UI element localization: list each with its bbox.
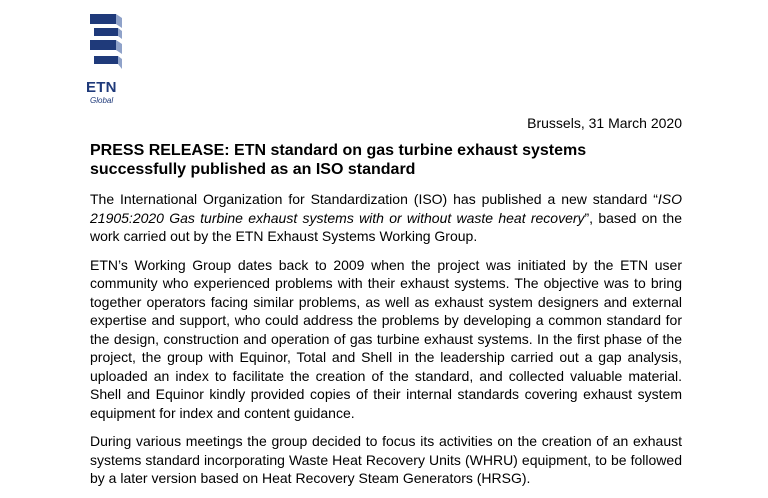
etn-logo [86,12,130,105]
paragraph-1-tail: ”, based on the work carried out by the ETN Exhaust Systems Working Group. [90,209,682,244]
standard-name: ISO 21905:2020 Gas turbine exhaust systems with or without waste heat recovery [90,191,682,226]
etn-logo-mark [86,12,126,76]
title-line-2: successfully published as an ISO standard [90,161,416,178]
dateline: Brussels, 31 March 2020 [527,115,682,131]
release-body [90,190,682,498]
press-release-title [90,141,690,179]
paragraph-1 [90,190,682,246]
paragraph-2: ETN’s Working Group dates back to 2009 when the project was initiated by the ETN user community who experienced problems with their exhaust systems. The objective was to bring together operators facing similar problems, as well as exhaust system designers and external expertise and support, who could address the problems by developing a common standard for the design, construction and operation of gas turbine exhaust systems. In the first phase of the project, the group with Equinor, Total and Shell in the leadership carried out a gap analysis, uploaded an index to facilitate the creation of the standard, and collected valuable material. Shell and Equinor kindly provided copies of their internal standards covering exhaust system equipment for index and content guidance. [90,256,682,421]
paragraph-3: During various meetings the group decided to focus its activities on the creation of an exhaust systems standard incorporating Waste Heat Recovery Units (WHRU) equipment, to be followed by a later version based on Heat Recovery Steam Generators (HRSG). [90,433,682,486]
title-line-1: PRESS RELEASE: ETN standard on gas turbine exhaust systems [90,142,587,159]
logo-subtext: Global [90,96,114,105]
logo-text: ETN [86,79,117,96]
paragraph-1-lead: The International Organization for Standardization (ISO) has published a new standard “ [90,191,658,207]
